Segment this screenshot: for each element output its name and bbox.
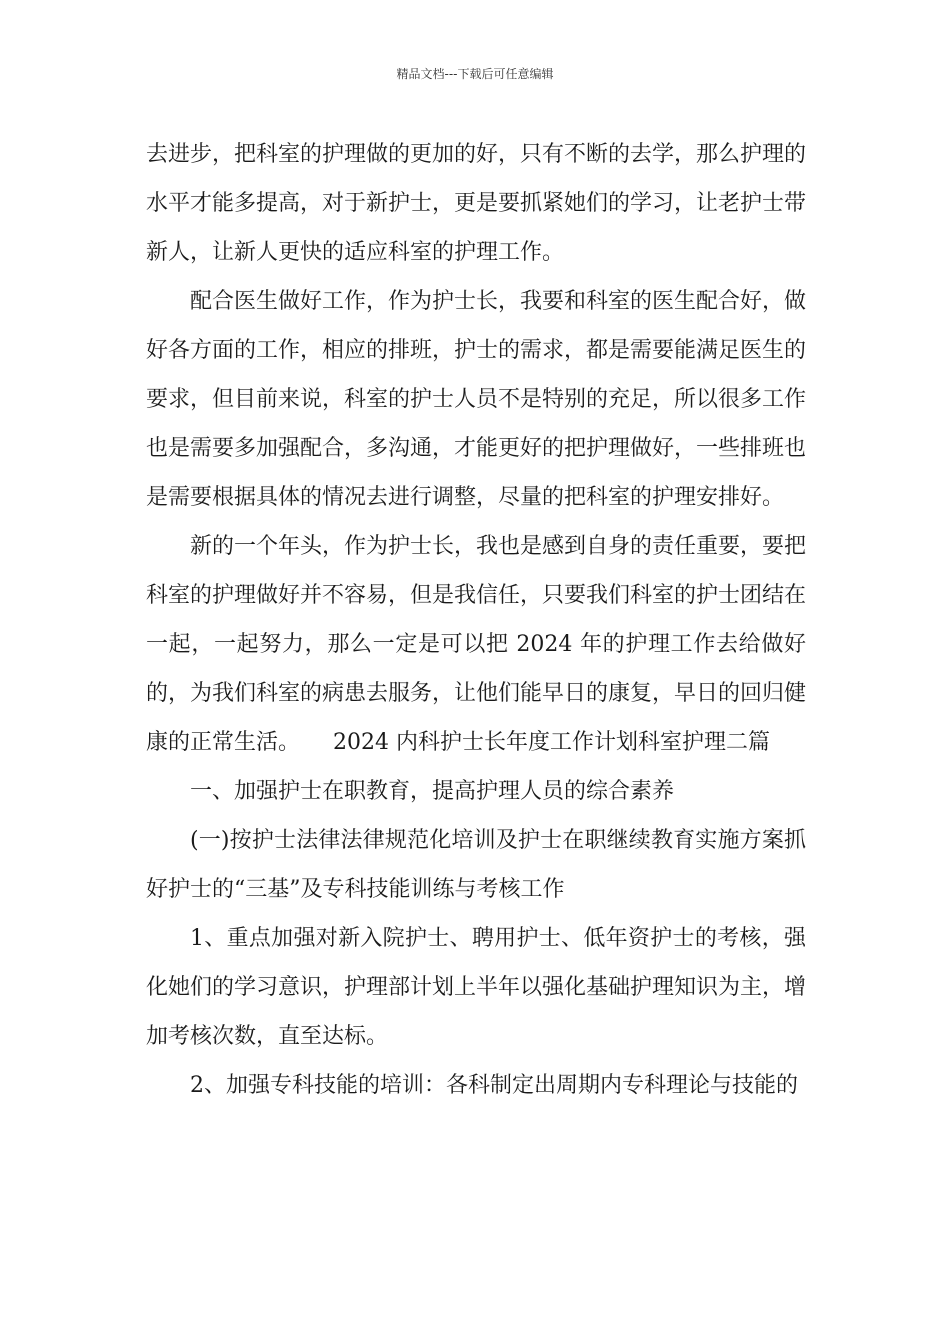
document-body: [146, 130, 806, 1110]
paragraph-new-year: 新的一个年头，作为护士长，我也是感到自身的责任重要，要把科室的护理做好并不容易，但是我信任，只要我们科室的护士团结在一起，一起努力，那么一定是可以把 2024 年的护理工作去给做好的，为我们科室的病患去服务，让他们能早日的康复，早日的回归健康的正常生活。 2024 内科护士长年度工作计划科室护理二篇: [146, 534, 807, 755]
subsection-heading-1: (一)按护士法律法律规范化培训及护士在职继续教育实施方案抓好护士的“三基”及专科技能训练与考核工作: [146, 828, 806, 902]
paragraph-continued: 去进步，把科室的护理做的更加的好，只有不断的去学，那么护理的水平才能多提高，对于新护士，更是要抓紧她们的学习，让老护士带新人，让新人更快的适应科室的护理工作。: [146, 142, 807, 265]
section-heading-1: 一、加强护士在职教育，提高护理人员的综合素养: [190, 779, 675, 804]
page-header: 精品文档---下载后可任意编辑: [396, 67, 554, 81]
paragraph-cooperate-doctors: 配合医生做好工作，作为护士长，我要和科室的医生配合好，做好各方面的工作，相应的排班，护士的需求，都是需要能满足医生的要求，但目前来说，科室的护士人员不是特别的充足，所以很多工作也是需要多加强配合，多沟通，才能更好的把护理做好，一些排班也是需要根据具体的情况去进行调整，尽量的把科室的护理安排好。: [146, 289, 807, 510]
list-item-1: 1、重点加强对新入院护士、聘用护士、低年资护士的考核，强化她们的学习意识，护理部计划上半年以强化基础护理知识为主，增加考核次数，直至达标。: [146, 926, 807, 1049]
list-item-2: 2、加强专科技能的培训：各科制定出周期内专科理论与技能的: [190, 1073, 798, 1098]
